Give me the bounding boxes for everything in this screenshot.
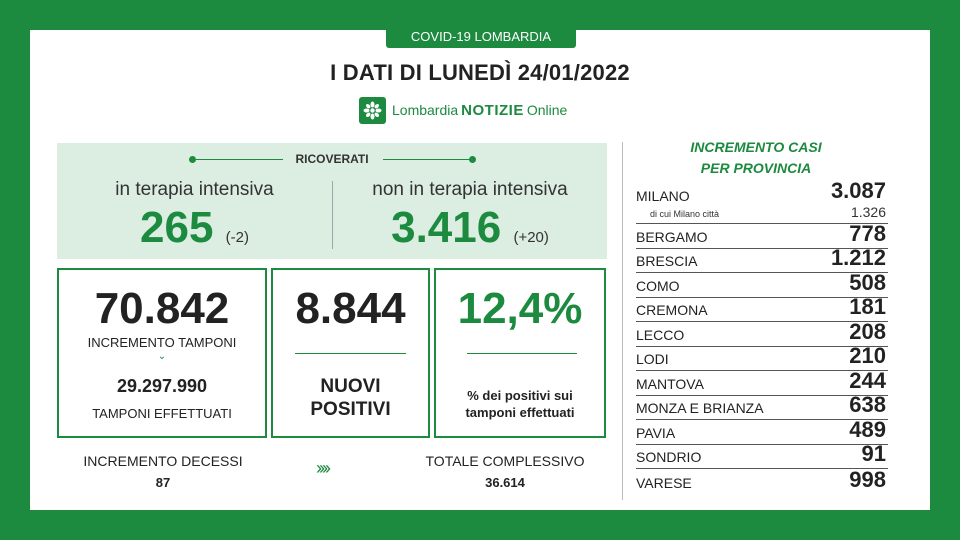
vertical-separator [622,142,623,500]
intensiva-delta: (-2) [225,229,249,246]
province-list [636,180,888,494]
percentuale-value: 12,4% [457,284,583,333]
province-subvalue: 1.326 [850,204,886,220]
logo-text-notizie: NOTIZIE [461,101,524,119]
positivi-label-line1: NUOVI [320,376,381,397]
province-name: CREMONA [636,302,708,318]
percentuale-label-line2: tamponi effettuati [465,405,575,420]
province-title-line2: PER PROVINCIA [700,160,812,176]
totale-label: TOTALE COMPLESSIVO [425,453,585,469]
ricoverati-heading: RICOVERATI [295,152,369,166]
percentuale-label-line1: % dei positivi sui [467,388,573,403]
province-value: 208 [849,318,886,344]
logo-text-lombardia: Lombardia [392,102,459,118]
province-name: BERGAMO [636,228,708,245]
province-name: PAVIA [636,424,676,441]
province-value: 181 [849,294,886,319]
province-name: VARESE [636,474,692,491]
chevrons-right-icon: ›››› [316,458,328,478]
tamponi-total-label: TAMPONI EFFETTUATI [92,406,232,421]
page-title: I DATI DI LUNEDÌ 24/01/2022 [330,60,630,85]
chevron-down-icon: ⌄ [157,351,167,362]
province-title [636,137,876,179]
tamponi-box [57,268,267,438]
lombardia-rose-icon [359,97,386,124]
province-row [636,441,888,470]
province-row [636,466,888,494]
non-intensiva-delta: (+20) [513,229,549,246]
province-value: 998 [849,466,886,492]
province-name: MILANO [636,188,690,204]
divider-line [295,353,406,354]
decessi-value: 87 [155,475,171,490]
divider-line [467,353,577,354]
province-value: 210 [849,343,886,368]
province-row-milano [636,180,888,224]
province-name: BRESCIA [636,253,698,269]
positivi-box [271,268,430,438]
province-name: MANTOVA [636,375,704,392]
tamponi-total-value: 29.297.990 [116,376,208,396]
logo-text-online: Online [526,102,568,118]
province-name: SONDRIO [636,449,702,465]
province-value: 778 [849,220,886,246]
non-intensiva-value: 3.416 [391,203,502,252]
decessi-label: INCREMENTO DECESSI [83,453,243,469]
intensiva-value: 265 [140,203,214,252]
tamponi-increment-value: 70.842 [94,284,230,333]
totale-value: 36.614 [485,475,525,490]
intensiva-value-wrap [57,203,332,253]
non-intensiva-label: non in terapia intensiva [372,179,568,200]
province-value: 91 [861,441,886,466]
decor-line [383,159,470,160]
province-value: 3.087 [830,178,886,203]
province-name: MONZA E BRIANZA [636,400,764,416]
logo [359,96,567,124]
non-intensiva-value-wrap [333,203,607,253]
decor-dot [469,156,476,163]
province-name: COMO [636,277,680,294]
province-subname: di cui Milano città [650,209,720,219]
positivi-value: 8.844 [295,284,406,333]
province-name: LODI [636,351,669,367]
province-value: 244 [849,367,886,393]
province-row [636,416,888,445]
province-title-line1: INCREMENTO CASI [690,139,822,155]
percentuale-box [434,268,606,438]
tamponi-increment-label: INCREMENTO TAMPONI [87,335,237,350]
province-value: 638 [849,392,886,417]
province-value: 1.212 [830,245,886,270]
province-value: 508 [849,269,886,295]
positivi-label-line2: POSITIVI [310,399,391,420]
province-value: 489 [849,416,886,442]
intensiva-label: in terapia intensiva [115,179,274,200]
province-name: LECCO [636,326,685,343]
ricoverati-panel [57,143,607,259]
header-tab: COVID-19 LOMBARDIA [386,26,576,48]
